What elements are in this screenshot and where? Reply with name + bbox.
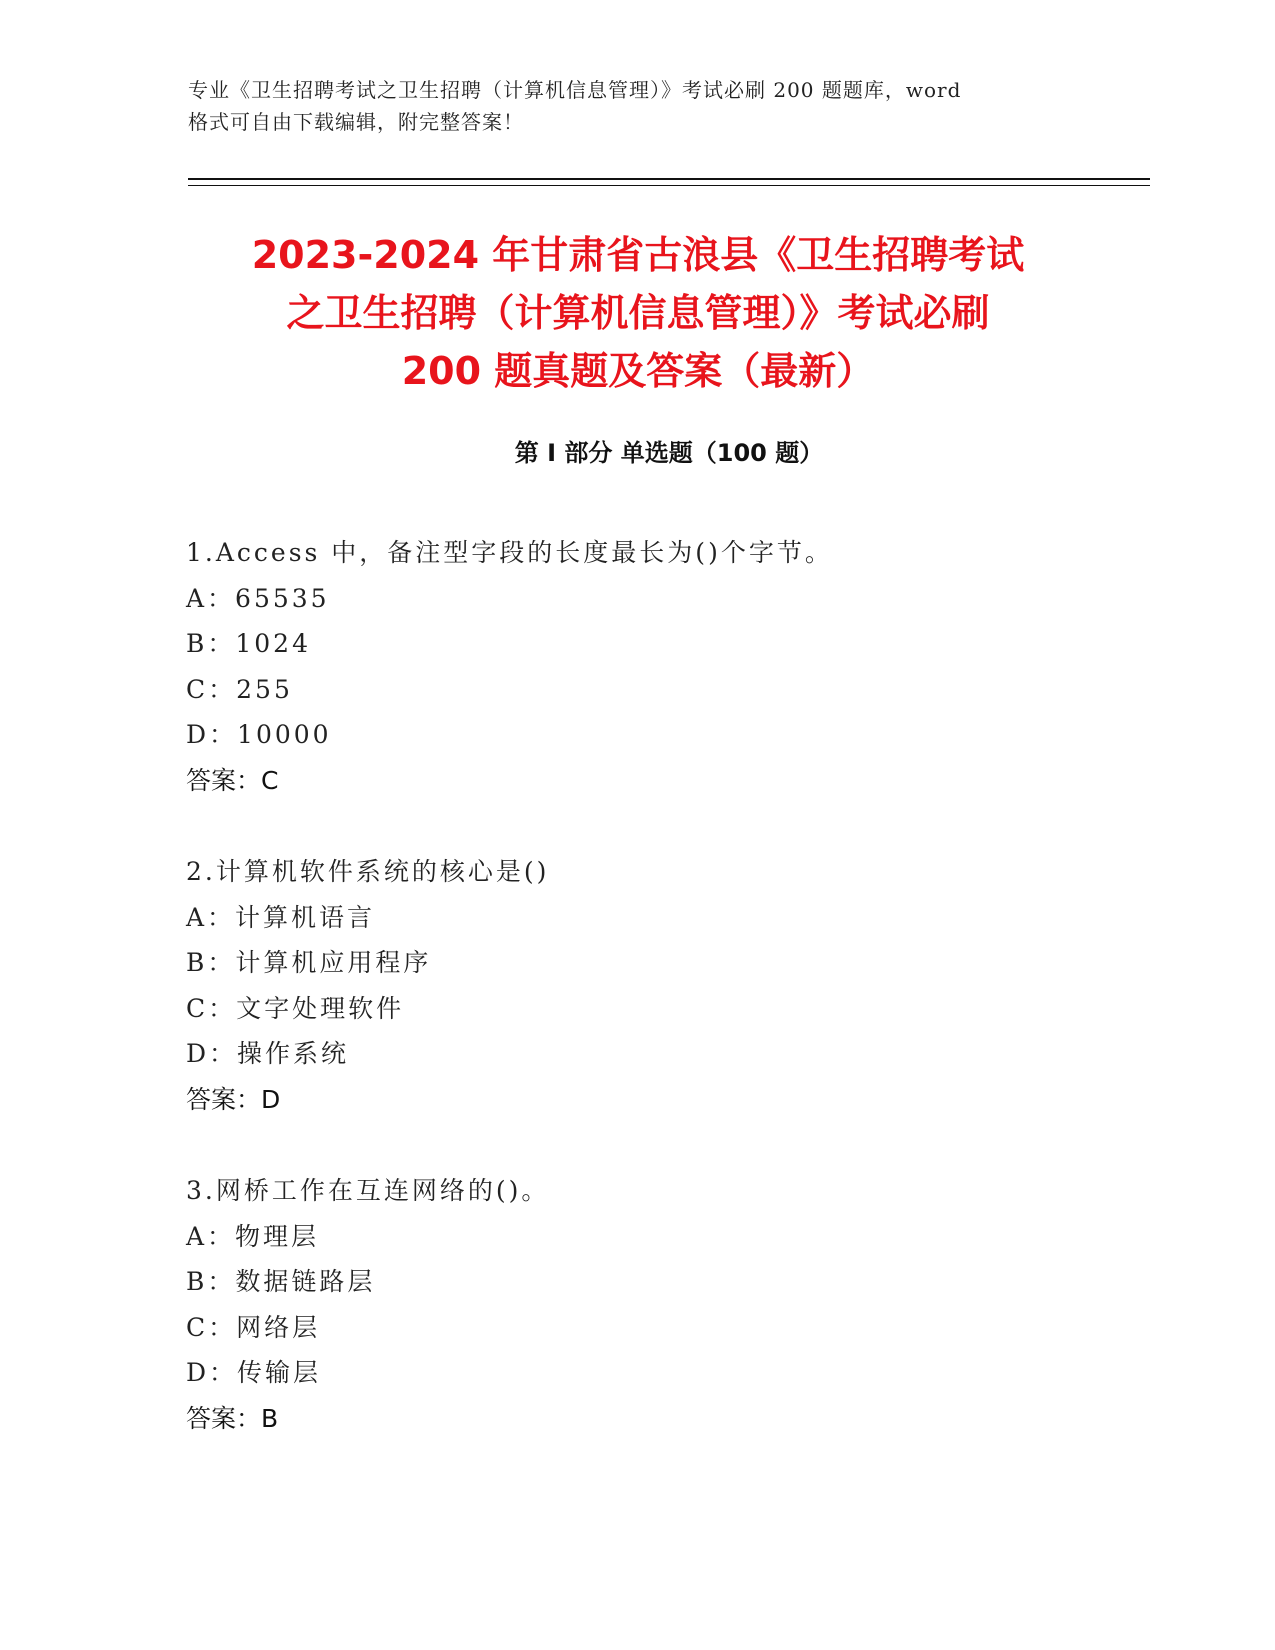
answer: 答案：C xyxy=(186,765,279,795)
question-stem: 1.Access 中，备注型字段的长度最长为()个字节。 xyxy=(186,538,833,567)
question-stem: 3.网桥工作在互连网络的()。 xyxy=(186,1176,550,1205)
option-b: B：1024 xyxy=(186,629,311,658)
question-stem: 2.计算机软件系统的核心是() xyxy=(186,857,550,886)
document-title-line-1: 2023-2024 年甘肃省古浪县《卫生招聘考试 xyxy=(251,233,1025,277)
option-b: B：计算机应用程序 xyxy=(186,948,432,977)
option-a: A：计算机语言 xyxy=(186,902,376,932)
question-1 xyxy=(186,530,1146,803)
option-a: A：物理层 xyxy=(186,1221,320,1251)
section-title: 第 I 部分 单选题（100 题） xyxy=(514,439,824,467)
question-2 xyxy=(186,849,1146,1122)
option-c: C：网络层 xyxy=(186,1312,321,1342)
question-list xyxy=(186,530,1146,1487)
answer: 答案：B xyxy=(186,1403,279,1433)
document-title-line-2: 之卫生招聘（计算机信息管理）》考试必刷 xyxy=(286,291,990,335)
option-d: D：10000 xyxy=(186,720,332,749)
option-c: C：文字处理软件 xyxy=(186,993,405,1023)
header-rule-thin xyxy=(188,185,1150,186)
option-a: A：65535 xyxy=(186,583,330,613)
header-note xyxy=(188,74,1098,138)
document-title xyxy=(178,226,1098,400)
header-note-line-1: 专业《卫生招聘考试之卫生招聘（计算机信息管理）》考试必刷 200 题题库，word xyxy=(188,78,962,102)
option-c: C：255 xyxy=(186,674,293,704)
question-3 xyxy=(186,1168,1146,1441)
option-d: D：操作系统 xyxy=(186,1039,350,1068)
header-rule-thick xyxy=(188,178,1150,180)
document-title-line-3: 200 题真题及答案（最新） xyxy=(401,349,875,393)
answer: 答案：D xyxy=(186,1084,281,1114)
option-d: D：传输层 xyxy=(186,1358,322,1387)
option-b: B：数据链路层 xyxy=(186,1267,376,1296)
header-note-line-2: 格式可自由下载编辑，附完整答案！ xyxy=(188,110,524,134)
